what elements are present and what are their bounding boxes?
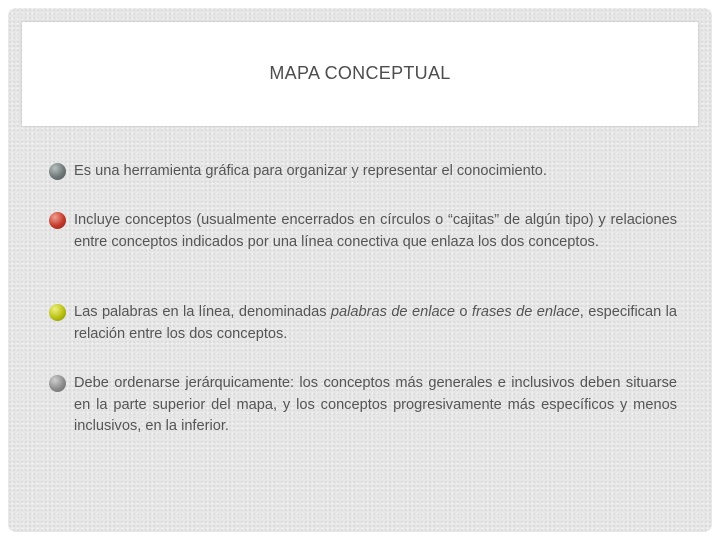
bullet-text: Debe ordenarse jerárquicamente: los conceptos más generales e inclusivos deben situarse en la parte superior del mapa, y los conceptos progresivamente más específicos y menos inclusivos, en la inferior.	[74, 375, 677, 434]
bullet-4	[74, 373, 677, 438]
bullet-text-after: , especifican la relación entre los dos conceptos.	[74, 304, 677, 342]
bullet-3	[74, 302, 677, 345]
slide-title: MAPA CONCEPTUAL	[269, 63, 451, 83]
bullet-1	[74, 161, 677, 183]
title-box	[22, 22, 698, 126]
bullet-dot-icon	[49, 212, 66, 229]
bullet-dot-icon	[49, 163, 66, 180]
bullet-text: Es una herramienta gráfica para organizar y representar el conocimiento.	[74, 163, 547, 179]
bullet-italic-term-1: palabras de enlace	[330, 304, 455, 320]
bullet-italic-term-2: frases de enlace	[471, 304, 580, 320]
bullet-2	[74, 210, 677, 253]
bullet-text-mid: o	[454, 304, 472, 320]
bullet-text: Incluye conceptos (usualmente encerrados en círculos o “cajitas” de algún tipo) y relaciones entre conceptos indicados por una línea conectiva que enlaza los dos conceptos.	[74, 212, 677, 250]
bullet-dot-icon	[49, 304, 66, 321]
bullet-text-before: Las palabras en la línea, denominadas	[74, 304, 331, 320]
slide	[8, 8, 712, 532]
bullet-dot-icon	[49, 375, 66, 392]
